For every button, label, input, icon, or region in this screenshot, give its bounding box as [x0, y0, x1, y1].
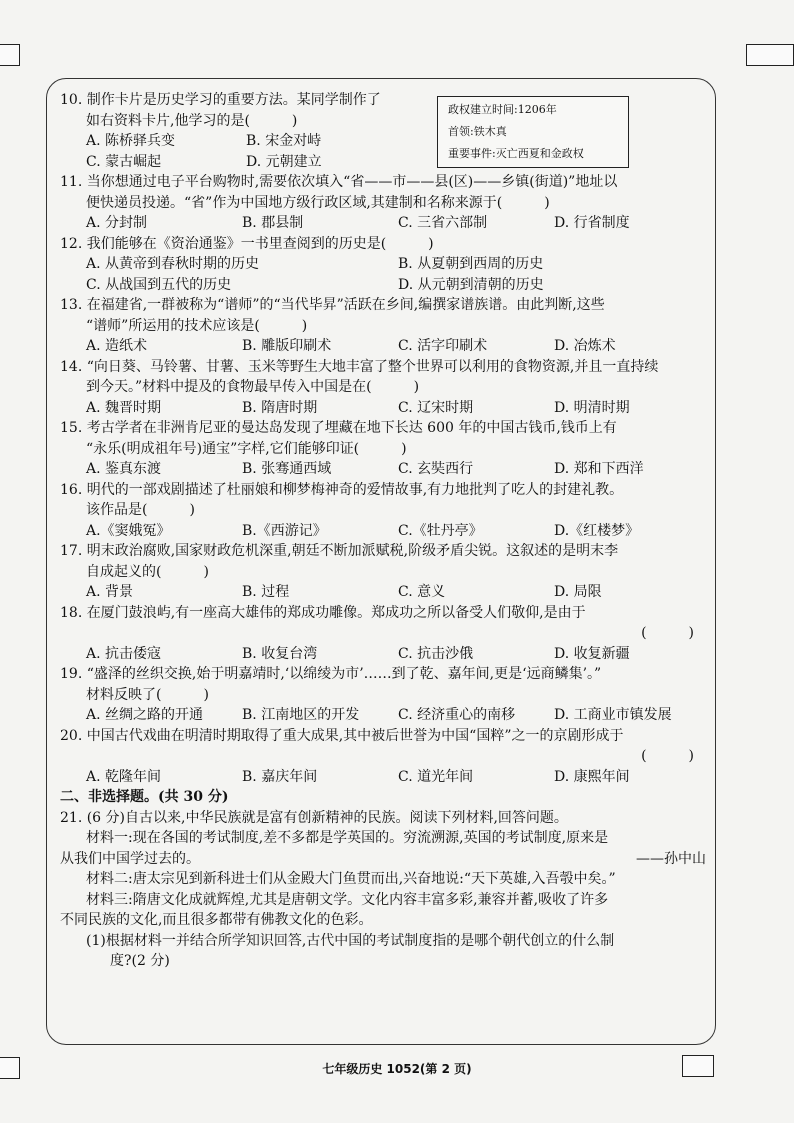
q10-stem: 如右资料卡片,他学习的是( ) — [86, 112, 298, 129]
q15-stem: 15. 考古学者在非洲肯尼亚的曼达岛发现了埋藏在地下长达 600 年的中国古钱币,钱币上有 — [60, 420, 617, 436]
option[interactable]: D. 行省制度 — [554, 215, 630, 231]
option[interactable]: D. 从元朝到清朝的历史 — [398, 276, 544, 293]
option[interactable]: A. 乾隆年间 — [86, 768, 162, 785]
material-1: 材料一:现在各国的考试制度,差不多都是学英国的。穷流溯源,英国的考试制度,原来是 — [86, 830, 609, 846]
q13-stem: 13. 在福建省,一群被称为“谱师”的“当代毕昇”活跃在乡间,编撰家谱族谱。由此判断,这些 — [60, 297, 605, 313]
option[interactable]: A. 抗击倭寇 — [86, 645, 162, 662]
q19-stem: 19. “盛泽的丝织交换,始于明嘉靖时,‘以绵绫为市’……到了乾、嘉年间,更是‘远商鳞集’。” — [60, 666, 602, 682]
q17-stem: 自成起义的( ) — [86, 563, 209, 580]
q10-stem: 10. 制作卡片是历史学习的重要方法。某同学制作了 — [60, 92, 381, 108]
q17-stem: 17. 明末政治腐败,国家财政危机深重,朝廷不断加派赋税,阶级矛盾尖锐。这叙述的是明末李 — [60, 543, 619, 559]
option[interactable]: B. 雕版印刷术 — [242, 338, 332, 354]
q14-stem: 到今天。”材料中提及的食物最早传入中国是在( ) — [86, 379, 420, 395]
page-footer: 七年级历史 1052(第 2 页) — [322, 1062, 472, 1076]
material-1-signature: ——孙中山 — [636, 850, 706, 867]
q14-stem: 14. “向日葵、马铃薯、甘薯、玉米等野生大地丰富了整个世界可以利用的食物资源,并且一直持续 — [60, 358, 659, 375]
option[interactable]: C. 蒙古崛起 — [86, 153, 162, 170]
option[interactable]: D. 郑和下西洋 — [554, 461, 644, 477]
q13-stem: “谱师”所运用的技术应该是( ) — [86, 317, 308, 334]
q16-options — [60, 521, 710, 542]
option[interactable]: D. 收复新疆 — [554, 645, 630, 662]
q21-stem: 21. (6 分)自古以来,中华民族就是富有创新精神的民族。阅读下列材料,回答问题。 — [60, 809, 568, 826]
option[interactable]: A. 魏晋时期 — [86, 399, 162, 416]
option[interactable]: B. 收复台湾 — [242, 645, 318, 662]
option[interactable]: C. 经济重心的南移 — [398, 707, 516, 723]
material-1: 从我们中国学过去的。 — [60, 850, 200, 867]
option[interactable]: D. 康熙年间 — [554, 768, 630, 785]
option[interactable]: B. 从夏朝到西周的历史 — [398, 256, 544, 272]
sub-question: (1)根据材料一并结合所学知识回答,古代中国的考试制度指的是哪个朝代创立的什么制 — [86, 932, 615, 949]
option[interactable]: A. 鉴真东渡 — [86, 461, 162, 477]
q17-options — [60, 582, 710, 603]
option[interactable]: A. 陈桥驿兵变 — [86, 133, 176, 149]
option[interactable]: B. 过程 — [242, 584, 290, 600]
option[interactable]: C. 玄奘西行 — [398, 461, 474, 477]
option[interactable]: B. 郡县制 — [242, 215, 304, 231]
crop-mark-top-right — [746, 44, 794, 66]
option[interactable]: A. 丝绸之路的开通 — [86, 707, 204, 723]
material-3: 不同民族的文化,而且很多都带有佛教文化的色彩。 — [60, 912, 373, 928]
option[interactable]: D. 工商业市镇发展 — [554, 707, 672, 723]
q13-options — [60, 336, 710, 357]
answer-paren: ( ) — [641, 625, 694, 641]
q11-stem: 便快递员投递。“省”作为中国地方级行政区域,其建制和名称来源于( ) — [86, 194, 550, 211]
card-line: 政权建立时间:1206年 — [448, 103, 557, 116]
crop-mark-top-left — [0, 44, 20, 66]
option[interactable]: C. 活字印刷术 — [398, 338, 488, 354]
option[interactable]: C. 从战国到五代的历史 — [86, 276, 232, 293]
q10-options — [60, 152, 710, 173]
q15-options — [60, 459, 710, 480]
material-3: 材料三:隋唐文化成就辉煌,尤其是唐朝文学。文化内容丰富多彩,兼容并蓄,吸收了许多 — [86, 891, 609, 908]
card-line: 首领:铁木真 — [448, 125, 507, 138]
q18-options — [60, 644, 710, 665]
option[interactable]: A. 背景 — [86, 584, 134, 600]
q20-options — [60, 767, 710, 788]
option[interactable]: B.《西游记》 — [242, 522, 327, 539]
section-heading: 二、非选择题。(共 30 分) — [60, 789, 229, 805]
q12-options — [60, 275, 710, 296]
material-2: 材料二:唐太宗见到新科进士们从金殿大门鱼贯而出,兴奋地说:“天下英雄,入吾彀中矣。” — [86, 871, 616, 887]
option[interactable]: D. 明清时期 — [554, 399, 630, 416]
q19-stem: 材料反映了( ) — [86, 686, 209, 703]
option[interactable]: D. 元朝建立 — [246, 153, 322, 170]
option[interactable]: A.《窦娥冤》 — [86, 522, 171, 539]
option[interactable]: C. 抗击沙俄 — [398, 645, 474, 662]
option[interactable]: B. 江南地区的开发 — [242, 707, 360, 723]
option[interactable]: D.《红楼梦》 — [554, 522, 640, 539]
q20-stem: 20. 中国古代戏曲在明清时期取得了重大成果,其中被后世誉为中国“国粹”之一的京剧形成于 — [60, 727, 624, 744]
question-list — [60, 90, 710, 972]
q12-options — [60, 254, 710, 275]
option[interactable]: B. 宋金对峙 — [246, 133, 322, 149]
option[interactable]: C. 三省六部制 — [398, 215, 488, 231]
option[interactable]: C.《牡丹亭》 — [398, 522, 483, 539]
q16-stem: 该作品是( ) — [86, 502, 195, 518]
option[interactable]: B. 张骞通西域 — [242, 461, 332, 477]
sub-question: 度?(2 分) — [110, 953, 170, 969]
option[interactable]: A. 分封制 — [86, 215, 148, 231]
option[interactable]: D. 局限 — [554, 584, 602, 600]
option[interactable]: A. 造纸术 — [86, 338, 148, 354]
q14-options — [60, 398, 710, 419]
option[interactable]: B. 隋唐时期 — [242, 399, 318, 416]
answer-paren: ( ) — [641, 748, 694, 764]
q11-stem: 11. 当你想通过电子平台购物时,需要依次填入“省——市——县(区)——乡镇(街道)”地址以 — [60, 174, 618, 190]
q16-stem: 16. 明代的一部戏剧描述了杜丽娘和柳梦梅神奇的爱情故事,有力地批判了吃人的封建礼教。 — [60, 481, 624, 498]
q19-options — [60, 705, 710, 726]
q15-stem: “永乐(明成祖年号)通宝”字样,它们能够印证( ) — [86, 440, 407, 457]
q11-options — [60, 213, 710, 234]
option[interactable]: C. 道光年间 — [398, 768, 474, 785]
option[interactable]: B. 嘉庆年间 — [242, 768, 318, 785]
option[interactable]: A. 从黄帝到春秋时期的历史 — [86, 256, 260, 272]
option[interactable]: C. 辽宋时期 — [398, 399, 474, 416]
q18-stem: 18. 在厦门鼓浪屿,有一座高大雄伟的郑成功雕像。郑成功之所以备受人们敬仰,是由于 — [60, 604, 586, 621]
option[interactable]: C. 意义 — [398, 584, 446, 600]
card-line: 重要事件:灭亡西夏和金政权 — [448, 147, 584, 160]
option[interactable]: D. 冶炼术 — [554, 338, 616, 354]
q10-options — [60, 131, 710, 152]
q12-stem: 12. 我们能够在《资治通鉴》一书里查阅到的历史是( ) — [60, 235, 434, 252]
